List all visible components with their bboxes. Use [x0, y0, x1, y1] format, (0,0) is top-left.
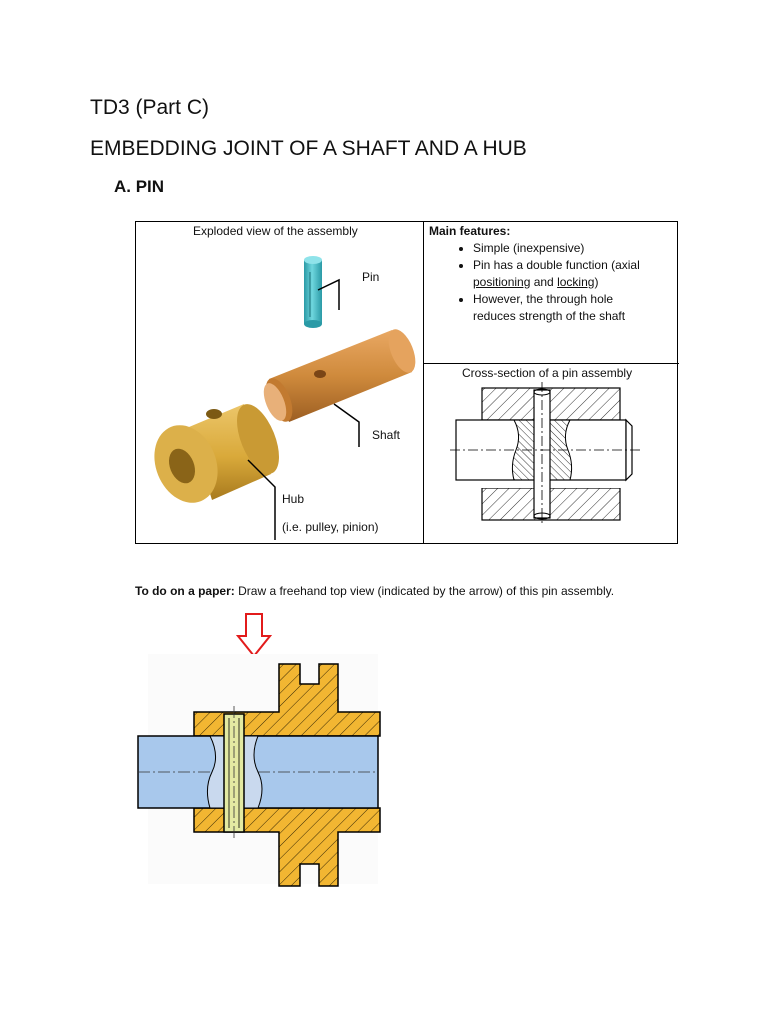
pin-part — [304, 256, 322, 328]
colored-assembly-drawing — [134, 648, 384, 892]
list-item: • However, the through hole reduces strength of the shaft — [473, 291, 677, 325]
features-heading: Main features: — [429, 224, 511, 238]
table-divider-vertical — [423, 222, 424, 543]
hub-part — [144, 398, 288, 512]
cross-section-caption: Cross-section of a pin assembly — [462, 366, 633, 380]
shaft-leader — [334, 404, 359, 447]
page-subtitle: EMBEDDING JOINT OF A SHAFT AND A HUB — [90, 137, 527, 160]
pin-label: Pin — [362, 270, 380, 284]
list-item: • Simple (inexpensive) — [473, 240, 677, 257]
feature-table — [135, 221, 678, 544]
section-heading: A. PIN — [114, 177, 165, 196]
exploded-view-caption: Exploded view of the assembly — [193, 224, 358, 238]
cross-section-drawing — [436, 380, 676, 540]
shaft-part — [259, 326, 420, 426]
list-item: • Pin has a double function (axial positioning and locking) — [473, 257, 677, 291]
page-title: TD3 (Part C) — [90, 96, 210, 119]
shaft-label: Shaft — [372, 428, 401, 442]
hub-label: Hub — [282, 492, 305, 506]
features-list — [429, 240, 677, 325]
table-divider-horizontal — [423, 363, 679, 364]
hub-note: (i.e. pulley, pinion) — [282, 520, 379, 534]
todo-instruction: To do on a paper: Draw a freehand top view (indicated by the arrow) of this pin assembly. — [135, 584, 615, 598]
